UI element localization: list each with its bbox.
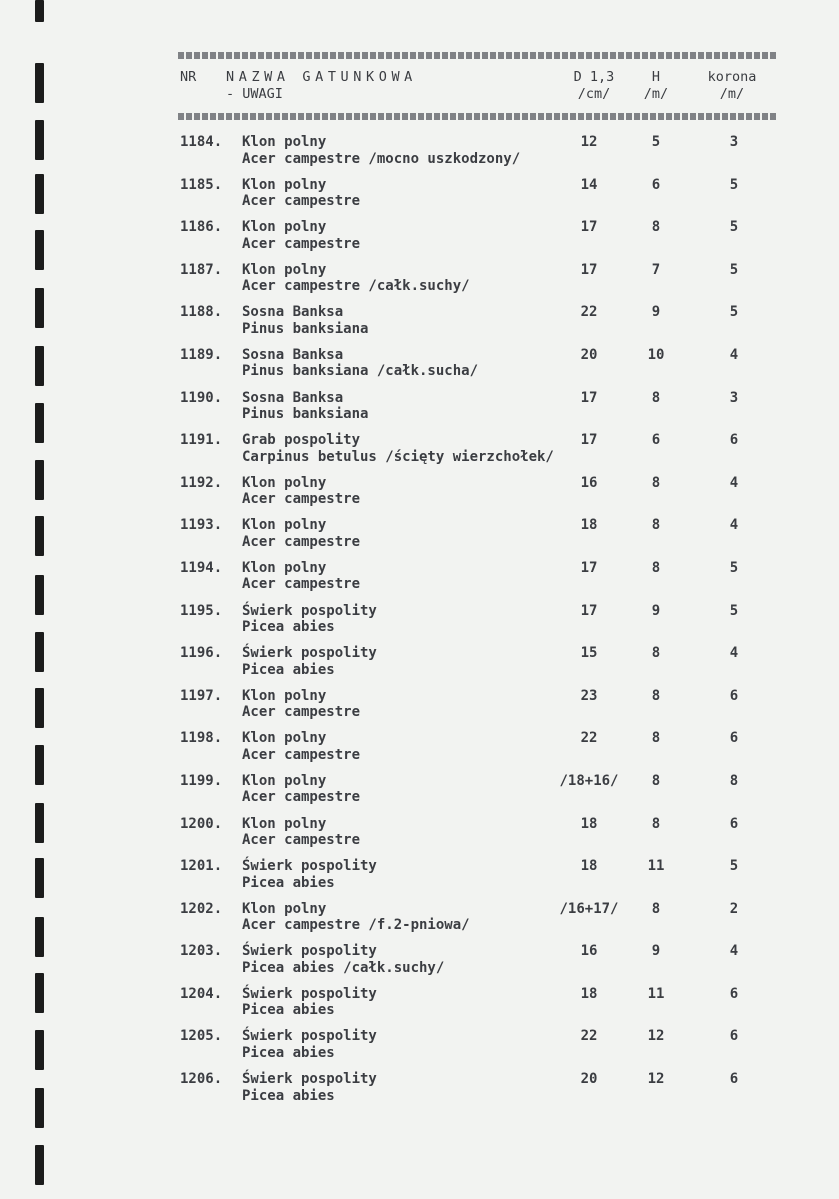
binder-hole bbox=[35, 575, 44, 615]
tree-row bbox=[178, 347, 778, 390]
row-crown: 2 bbox=[729, 900, 739, 917]
row-height: 8 bbox=[651, 219, 661, 236]
row-polish-name: Klon polny bbox=[242, 261, 327, 278]
row-number: 1184. bbox=[180, 134, 223, 150]
row-crown: 6 bbox=[729, 1028, 739, 1045]
row-diameter: 18 bbox=[580, 815, 598, 832]
tree-row bbox=[178, 773, 778, 816]
tree-rows bbox=[178, 134, 778, 1114]
row-number: 1194. bbox=[180, 559, 223, 576]
tree-row bbox=[178, 943, 778, 986]
row-crown: 4 bbox=[729, 645, 739, 662]
row-diameter: 17 bbox=[580, 559, 598, 576]
row-number: 1201. bbox=[180, 858, 223, 875]
row-latin-name: Picea abies /całk.suchy/ bbox=[242, 959, 445, 976]
header-diameter: D 1,3 bbox=[573, 69, 615, 85]
row-height: 8 bbox=[651, 474, 661, 491]
row-latin-name: Pinus banksiana /całk.sucha/ bbox=[242, 363, 479, 380]
header-diameter-unit: /cm/ bbox=[577, 86, 611, 102]
row-height: 8 bbox=[651, 517, 661, 534]
row-polish-name: Klon polny bbox=[242, 176, 327, 193]
tree-row bbox=[178, 645, 778, 688]
row-number: 1190. bbox=[180, 389, 223, 406]
inventory-sheet bbox=[178, 52, 778, 1114]
row-height: 7 bbox=[651, 261, 661, 278]
tree-row bbox=[178, 432, 778, 475]
row-crown: 5 bbox=[729, 304, 739, 321]
row-diameter: 22 bbox=[580, 730, 598, 747]
binder-hole bbox=[35, 1088, 44, 1128]
row-number: 1193. bbox=[180, 517, 223, 534]
row-latin-name: Picea abies bbox=[242, 661, 335, 678]
binder-hole bbox=[35, 460, 44, 500]
row-latin-name: Acer campestre bbox=[242, 235, 361, 252]
row-number: 1200. bbox=[180, 815, 223, 832]
header-crown-unit: /m/ bbox=[719, 86, 745, 102]
row-crown: 5 bbox=[729, 176, 739, 193]
tree-row bbox=[178, 603, 778, 646]
tree-row bbox=[178, 1071, 778, 1114]
tree-row bbox=[178, 560, 778, 603]
row-diameter: 16 bbox=[580, 943, 598, 960]
row-polish-name: Świerk pospolity bbox=[242, 1071, 377, 1088]
row-crown: 6 bbox=[729, 730, 739, 747]
binder-holes bbox=[35, 0, 47, 1199]
row-polish-name: Świerk pospolity bbox=[242, 985, 377, 1002]
row-polish-name: Świerk pospolity bbox=[242, 602, 377, 619]
row-number: 1202. bbox=[180, 900, 223, 917]
row-polish-name: Klon polny bbox=[242, 900, 327, 917]
row-crown: 5 bbox=[729, 559, 739, 576]
row-polish-name: Klon polny bbox=[242, 219, 327, 236]
tree-row bbox=[178, 304, 778, 347]
row-number: 1192. bbox=[180, 474, 223, 491]
row-diameter: 17 bbox=[580, 219, 598, 236]
row-polish-name: Świerk pospolity bbox=[242, 645, 377, 662]
header-remarks: - UWAGI bbox=[226, 86, 283, 102]
row-height: 8 bbox=[651, 772, 661, 789]
row-latin-name: Acer campestre bbox=[242, 789, 361, 806]
row-crown: 3 bbox=[729, 134, 739, 150]
row-latin-name: Acer campestre /mocno uszkodzony/ bbox=[242, 150, 521, 167]
row-diameter: 18 bbox=[580, 858, 598, 875]
row-latin-name: Picea abies bbox=[242, 619, 335, 636]
row-height: 9 bbox=[651, 304, 661, 321]
row-polish-name: Klon polny bbox=[242, 687, 327, 704]
row-polish-name: Klon polny bbox=[242, 474, 327, 491]
tree-row bbox=[178, 390, 778, 433]
tree-row bbox=[178, 177, 778, 220]
row-polish-name: Klon polny bbox=[242, 134, 327, 150]
binder-hole bbox=[35, 346, 44, 386]
row-number: 1196. bbox=[180, 645, 223, 662]
row-latin-name: Acer campestre bbox=[242, 533, 361, 550]
tree-row bbox=[178, 986, 778, 1029]
row-diameter: 17 bbox=[580, 432, 598, 449]
row-diameter: 20 bbox=[580, 1071, 598, 1088]
binder-hole bbox=[35, 745, 44, 785]
tree-row bbox=[178, 475, 778, 518]
row-latin-name: Acer campestre /f.2-pniowa/ bbox=[242, 917, 470, 934]
row-polish-name: Klon polny bbox=[242, 815, 327, 832]
row-number: 1197. bbox=[180, 687, 223, 704]
row-number: 1195. bbox=[180, 602, 223, 619]
row-latin-name: Picea abies bbox=[242, 1044, 335, 1061]
row-height: 8 bbox=[651, 730, 661, 747]
binder-hole bbox=[35, 403, 44, 443]
row-height: 12 bbox=[647, 1028, 665, 1045]
row-latin-name: Acer campestre bbox=[242, 193, 361, 210]
binder-hole bbox=[35, 1145, 44, 1185]
row-diameter: /16+17/ bbox=[559, 900, 619, 917]
row-height: 12 bbox=[647, 1071, 665, 1088]
row-number: 1203. bbox=[180, 943, 223, 960]
row-height: 8 bbox=[651, 559, 661, 576]
binder-hole bbox=[35, 0, 44, 22]
row-number: 1204. bbox=[180, 985, 223, 1002]
tree-row bbox=[178, 901, 778, 944]
row-crown: 6 bbox=[729, 1071, 739, 1088]
row-crown: 5 bbox=[729, 261, 739, 278]
row-diameter: 22 bbox=[580, 304, 598, 321]
row-height: 9 bbox=[651, 602, 661, 619]
binder-hole bbox=[35, 688, 44, 728]
row-number: 1205. bbox=[180, 1028, 223, 1045]
binder-hole bbox=[35, 230, 44, 270]
tree-row bbox=[178, 858, 778, 901]
row-latin-name: Acer campestre bbox=[242, 491, 361, 508]
row-polish-name: Sosna Banksa bbox=[242, 346, 344, 363]
row-latin-name: Pinus banksiana bbox=[242, 406, 369, 423]
row-crown: 6 bbox=[729, 985, 739, 1002]
row-crown: 4 bbox=[729, 346, 739, 363]
row-polish-name: Świerk pospolity bbox=[242, 858, 377, 875]
row-crown: 4 bbox=[729, 943, 739, 960]
row-polish-name: Sosna Banksa bbox=[242, 304, 344, 321]
row-latin-name: Acer campestre /całk.suchy/ bbox=[242, 278, 470, 295]
row-diameter: 17 bbox=[580, 389, 598, 406]
binder-hole bbox=[35, 1030, 44, 1070]
tree-row bbox=[178, 219, 778, 262]
binder-hole bbox=[35, 516, 44, 556]
header-rule-bottom bbox=[178, 113, 776, 120]
row-latin-name: Carpinus betulus /ścięty wierzchołek/ bbox=[242, 448, 554, 465]
row-diameter: 14 bbox=[580, 176, 598, 193]
binder-hole bbox=[35, 917, 44, 957]
row-height: 11 bbox=[647, 985, 665, 1002]
row-height: 9 bbox=[651, 943, 661, 960]
row-diameter: /18+16/ bbox=[559, 772, 619, 789]
row-latin-name: Acer campestre bbox=[242, 746, 361, 763]
header-crown: korona bbox=[707, 69, 757, 85]
row-latin-name: Picea abies bbox=[242, 874, 335, 891]
header-species-name: NAZWA GATUNKOWA bbox=[226, 69, 417, 85]
tree-row bbox=[178, 517, 778, 560]
binder-hole bbox=[35, 803, 44, 843]
row-height: 8 bbox=[651, 687, 661, 704]
binder-hole bbox=[35, 288, 44, 328]
header-height-unit: /m/ bbox=[643, 86, 669, 102]
row-height: 8 bbox=[651, 815, 661, 832]
row-latin-name: Picea abies bbox=[242, 1087, 335, 1104]
row-diameter: 15 bbox=[580, 645, 598, 662]
binder-hole bbox=[35, 120, 44, 160]
row-number: 1188. bbox=[180, 304, 223, 321]
row-height: 8 bbox=[651, 900, 661, 917]
binder-hole bbox=[35, 174, 44, 214]
tree-row bbox=[178, 1028, 778, 1071]
tree-row bbox=[178, 688, 778, 731]
row-height: 6 bbox=[651, 432, 661, 449]
row-diameter: 22 bbox=[580, 1028, 598, 1045]
row-latin-name: Acer campestre bbox=[242, 576, 361, 593]
row-number: 1206. bbox=[180, 1071, 223, 1088]
row-latin-name: Picea abies bbox=[242, 1002, 335, 1019]
row-diameter: 16 bbox=[580, 474, 598, 491]
row-latin-name: Pinus banksiana bbox=[242, 320, 369, 337]
row-polish-name: Grab pospolity bbox=[242, 432, 361, 449]
row-number: 1199. bbox=[180, 772, 223, 789]
row-polish-name: Świerk pospolity bbox=[242, 943, 377, 960]
row-crown: 4 bbox=[729, 517, 739, 534]
row-diameter: 23 bbox=[580, 687, 598, 704]
row-height: 5 bbox=[651, 134, 661, 150]
row-polish-name: Świerk pospolity bbox=[242, 1028, 377, 1045]
binder-hole bbox=[35, 632, 44, 672]
row-latin-name: Acer campestre bbox=[242, 704, 361, 721]
row-crown: 4 bbox=[729, 474, 739, 491]
row-crown: 6 bbox=[729, 432, 739, 449]
row-diameter: 18 bbox=[580, 517, 598, 534]
binder-hole bbox=[35, 858, 44, 898]
row-number: 1185. bbox=[180, 176, 223, 193]
row-crown: 5 bbox=[729, 602, 739, 619]
row-height: 8 bbox=[651, 389, 661, 406]
row-number: 1189. bbox=[180, 346, 223, 363]
row-crown: 3 bbox=[729, 389, 739, 406]
row-polish-name: Klon polny bbox=[242, 772, 327, 789]
row-height: 6 bbox=[651, 176, 661, 193]
header-rule-top bbox=[178, 52, 776, 59]
row-polish-name: Klon polny bbox=[242, 730, 327, 747]
binder-hole bbox=[35, 973, 44, 1013]
row-polish-name: Sosna Banksa bbox=[242, 389, 344, 406]
row-diameter: 12 bbox=[580, 134, 598, 150]
header-height: H bbox=[651, 69, 661, 85]
row-crown: 8 bbox=[729, 772, 739, 789]
row-diameter: 18 bbox=[580, 985, 598, 1002]
table-header bbox=[178, 69, 778, 109]
header-nr: NR bbox=[180, 69, 197, 85]
tree-row bbox=[178, 730, 778, 773]
row-number: 1186. bbox=[180, 219, 223, 236]
row-latin-name: Acer campestre bbox=[242, 832, 361, 848]
binder-hole bbox=[35, 63, 44, 103]
tree-row bbox=[178, 262, 778, 305]
row-crown: 6 bbox=[729, 687, 739, 704]
row-polish-name: Klon polny bbox=[242, 517, 327, 534]
row-height: 10 bbox=[647, 346, 665, 363]
row-polish-name: Klon polny bbox=[242, 559, 327, 576]
row-height: 11 bbox=[647, 858, 665, 875]
row-diameter: 17 bbox=[580, 602, 598, 619]
tree-row bbox=[178, 816, 778, 859]
row-crown: 5 bbox=[729, 858, 739, 875]
row-number: 1187. bbox=[180, 261, 223, 278]
row-number: 1198. bbox=[180, 730, 223, 747]
row-crown: 6 bbox=[729, 815, 739, 832]
row-height: 8 bbox=[651, 645, 661, 662]
row-crown: 5 bbox=[729, 219, 739, 236]
row-diameter: 20 bbox=[580, 346, 598, 363]
row-diameter: 17 bbox=[580, 261, 598, 278]
tree-row bbox=[178, 134, 778, 177]
row-number: 1191. bbox=[180, 432, 223, 449]
